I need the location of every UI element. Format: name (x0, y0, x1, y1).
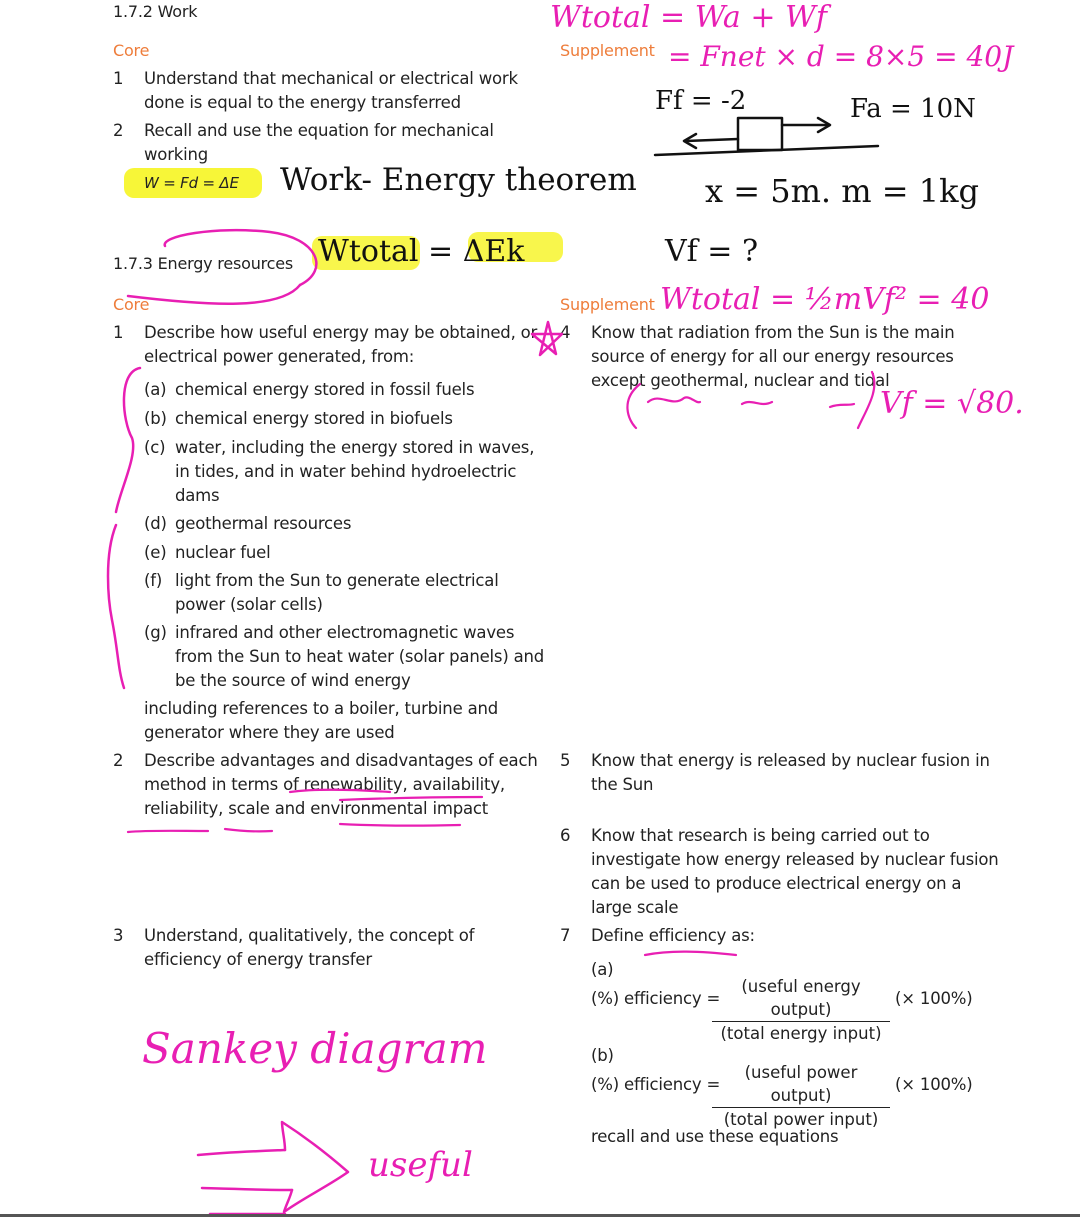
item-number: 6 (560, 826, 571, 845)
item-text: working (144, 145, 209, 164)
item-text: the Sun (591, 775, 654, 794)
item-text: Describe advantages and disadvantages of each (144, 751, 538, 770)
subitem-text: be the source of wind energy (175, 671, 411, 690)
handwritten-sankey: Sankey diagram (142, 1024, 488, 1073)
core-label: Core (113, 295, 150, 314)
subitem-text: water, including the energy stored in waves, (175, 438, 535, 457)
item-text: except geothermal, nuclear and tidal (591, 371, 890, 390)
item-number: 1 (113, 69, 124, 88)
item-text: investigate how energy released by nuclear fusion (591, 850, 999, 869)
item-number: 2 (113, 751, 124, 770)
item-text: Know that energy is released by nuclear fusion in (591, 751, 990, 770)
eq-label: (a) (591, 960, 614, 979)
handwritten-wtotal-half: Wtotal = ½mVf² = 40 (660, 282, 990, 317)
eq-rhs: (× 100%) (895, 1075, 973, 1094)
subitem-text: infrared and other electromagnetic waves (175, 623, 515, 642)
subitem-label: (g) (144, 623, 167, 642)
item-number: 7 (560, 926, 571, 945)
eq-rhs: (× 100%) (895, 989, 973, 1008)
handwritten-wtotal-eq: Wtotal = Wa + Wf (550, 0, 827, 35)
efficiency-fraction (712, 975, 890, 1045)
eq-label: (b) (591, 1046, 614, 1065)
item-text: method in terms of renewability, availability, (144, 775, 505, 794)
item-text: Describe how useful energy may be obtained, or (144, 323, 538, 342)
item-text: Understand that mechanical or electrical work (144, 69, 518, 88)
subitem-label: (a) (144, 380, 167, 399)
force-diagram (655, 118, 878, 155)
item-number: 5 (560, 751, 571, 770)
section-heading-work: 1.7.2 Work (113, 2, 198, 21)
subitem-label: (c) (144, 438, 166, 457)
item-text: recall and use these equations (591, 1127, 839, 1146)
core-label: Core (113, 41, 150, 60)
item-number: 2 (113, 121, 124, 140)
item-text: efficiency of energy transfer (144, 950, 372, 969)
bracket-shape (116, 368, 140, 512)
eq-lhs: (%) efficiency = (591, 989, 721, 1008)
item-number: 3 (113, 926, 124, 945)
handwritten-fa: Fa = 10N (850, 94, 976, 124)
subitem-text: from the Sun to heat water (solar panels) and (175, 647, 545, 666)
item-text: Recall and use the equation for mechanical (144, 121, 494, 140)
efficiency-fraction (712, 1061, 890, 1131)
handwritten-vf-answer: Vf = √80. (880, 386, 1024, 421)
eq-lhs: (%) efficiency = (591, 1075, 721, 1094)
supplement-label: Supplement (560, 41, 655, 60)
fraction-numerator: (useful energy output) (712, 975, 890, 1022)
handwritten-fnet-eq: = Fnet × d = 8×5 = 40J (668, 40, 1014, 73)
work-equation: W = Fd = ΔE (144, 174, 239, 192)
item-text: can be used to produce electrical energy on a (591, 874, 962, 893)
bracket-shape (108, 525, 124, 688)
handwritten-useful: useful (368, 1145, 473, 1185)
subitem-text: nuclear fuel (175, 543, 271, 562)
subitem-label: (e) (144, 543, 167, 562)
item-number: 1 (113, 323, 124, 342)
item-text: including references to a boiler, turbine and (144, 699, 499, 718)
subitem-text: in tides, and in water behind hydroelectric (175, 462, 517, 481)
item-text: source of energy for all our energy resources (591, 347, 954, 366)
item-text: Define efficiency as: (591, 926, 755, 945)
item-text: Know that research is being carried out to (591, 826, 930, 845)
handwritten-vf-question: Vf = ? (665, 234, 759, 269)
block-shape (738, 118, 782, 150)
subitem-text: chemical energy stored in biofuels (175, 409, 453, 428)
handwritten-wtotal-dek: Wtotal = ΔEk (318, 234, 525, 269)
fraction-denominator: (total power input) (723, 1110, 879, 1129)
sankey-arrow-icon (198, 1122, 348, 1214)
section-heading-energy: 1.7.3 Energy resources (113, 254, 294, 273)
handwritten-x-m: x = 5m. m = 1kg (705, 172, 979, 210)
subitem-text: chemical energy stored in fossil fuels (175, 380, 475, 399)
item-text: generator where they are used (144, 723, 395, 742)
handwritten-ff: Ff = -2 (655, 86, 747, 116)
item-text: done is equal to the energy transferred (144, 93, 461, 112)
subitem-text: dams (175, 486, 220, 505)
item-number: 4 (560, 323, 571, 342)
subitem-label: (b) (144, 409, 167, 428)
fraction-numerator: (useful power output) (712, 1061, 890, 1108)
item-text: large scale (591, 898, 679, 917)
item-text: electrical power generated, from: (144, 347, 415, 366)
subitem-text: light from the Sun to generate electrical (175, 571, 499, 590)
subitem-text: power (solar cells) (175, 595, 323, 614)
item-text: Know that radiation from the Sun is the main (591, 323, 955, 342)
subitem-text: geothermal resources (175, 514, 352, 533)
fraction-denominator: (total energy input) (720, 1024, 882, 1043)
subitem-label: (f) (144, 571, 163, 590)
item-text: Understand, qualitatively, the concept of (144, 926, 475, 945)
item-text: reliability, scale and environmental impact (144, 799, 489, 818)
subitem-label: (d) (144, 514, 167, 533)
handwritten-theorem: Work- Energy theorem (280, 162, 637, 198)
supplement-label: Supplement (560, 295, 655, 314)
